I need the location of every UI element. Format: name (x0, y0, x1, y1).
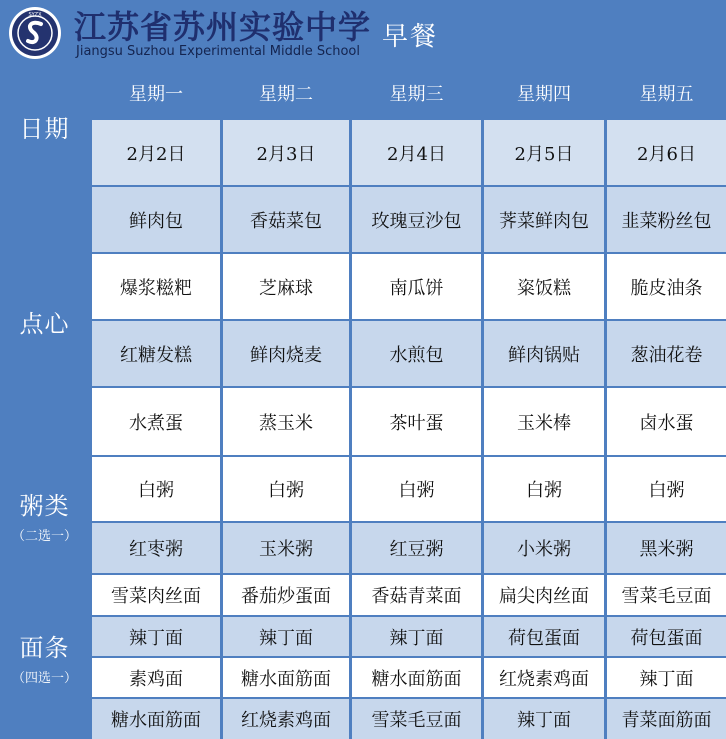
menu-item-cell: 玉米棒 (484, 388, 604, 455)
section-date-label (0, 68, 89, 185)
section-noodles-title: 面条 (19, 634, 70, 662)
menu-item-cell: 糖水面筋面 (92, 699, 220, 739)
menu-item-cell: 鲜肉包 (92, 187, 220, 252)
menu-item-cell: 葱油花卷 (607, 321, 726, 386)
menu-item-cell: 辣丁面 (92, 617, 220, 656)
menu-item-cell: 红烧素鸡面 (484, 658, 604, 697)
menu-item-cell: 番茄炒蛋面 (223, 575, 349, 615)
day-header: 星期三 (352, 68, 481, 117)
menu-item-cell: 红烧素鸡面 (223, 699, 349, 739)
menu-item-cell: 雪菜毛豆面 (352, 699, 481, 739)
school-name-english: Jiangsu Suzhou Experimental Middle School (76, 44, 360, 59)
menu-item-cell: 青菜面筋面 (607, 699, 726, 739)
menu-item-cell: 玉米粥 (223, 523, 349, 573)
menu-table (0, 66, 726, 739)
menu-item-cell: 小米粥 (484, 523, 604, 573)
school-logo-icon (8, 6, 62, 60)
date-cell: 2月2日 (92, 120, 220, 185)
day-header: 星期一 (92, 68, 220, 117)
menu-item-cell: 白粥 (92, 457, 220, 521)
menu-item-cell: 芝麻球 (223, 254, 349, 319)
section-dim-sum-title: 点心 (19, 309, 70, 338)
menu-item-cell: 糖水面筋面 (223, 658, 349, 697)
section-dim-sum-label (0, 187, 89, 455)
menu-item-cell: 白粥 (352, 457, 481, 521)
date-cell: 2月5日 (484, 120, 604, 185)
date-cell: 2月6日 (607, 120, 726, 185)
menu-item-cell: 红糖发糕 (92, 321, 220, 386)
section-congee-label (0, 457, 89, 573)
menu-item-cell: 水煮蛋 (92, 388, 220, 455)
day-header: 星期五 (607, 68, 726, 117)
menu-item-cell: 白粥 (607, 457, 726, 521)
menu-item-cell: 糖水面筋面 (352, 658, 481, 697)
date-cell: 2月4日 (352, 120, 481, 185)
menu-item-cell: 爆浆糍粑 (92, 254, 220, 319)
menu-item-cell: 粢饭糕 (484, 254, 604, 319)
menu-item-cell: 白粥 (484, 457, 604, 521)
menu-item-cell: 水煎包 (352, 321, 481, 386)
section-date-title: 日期 (19, 115, 70, 143)
menu-item-cell: 扁尖肉丝面 (484, 575, 604, 615)
menu-item-cell: 红豆粥 (352, 523, 481, 573)
menu-item-cell: 脆皮油条 (607, 254, 726, 319)
logo-text: SYZX (28, 12, 42, 18)
day-header: 星期四 (484, 68, 604, 117)
menu-item-cell: 雪菜肉丝面 (92, 575, 220, 615)
menu-item-cell: 黑米粥 (607, 523, 726, 573)
section-congee-note: （二选一） (11, 529, 77, 544)
menu-item-cell: 茶叶蛋 (352, 388, 481, 455)
section-noodles-note: （四选一） (11, 671, 77, 686)
menu-item-cell: 辣丁面 (352, 617, 481, 656)
menu-item-cell: 荠菜鲜肉包 (484, 187, 604, 252)
menu-item-cell: 辣丁面 (607, 658, 726, 697)
menu-item-cell: 香菇菜包 (223, 187, 349, 252)
menu-item-cell: 荷包蛋面 (607, 617, 726, 656)
menu-item-cell: 香菇青菜面 (352, 575, 481, 615)
menu-item-cell: 红枣粥 (92, 523, 220, 573)
menu-item-cell: 卤水蛋 (607, 388, 726, 455)
day-header: 星期二 (223, 68, 349, 117)
menu-item-cell: 白粥 (223, 457, 349, 521)
menu-item-cell: 玫瑰豆沙包 (352, 187, 481, 252)
menu-item-cell: 素鸡面 (92, 658, 220, 697)
date-cell: 2月3日 (223, 120, 349, 185)
menu-item-cell: 雪菜毛豆面 (607, 575, 726, 615)
school-name-chinese: 江苏省苏州实验中学 (74, 8, 372, 46)
menu-item-cell: 南瓜饼 (352, 254, 481, 319)
menu-item-cell: 蒸玉米 (223, 388, 349, 455)
section-congee-title: 粥类 (19, 492, 70, 520)
menu-item-cell: 荷包蛋面 (484, 617, 604, 656)
section-noodles-label (0, 575, 89, 739)
menu-item-cell: 鲜肉锅贴 (484, 321, 604, 386)
menu-item-cell: 鲜肉烧麦 (223, 321, 349, 386)
header-bar (0, 0, 726, 66)
menu-item-cell: 辣丁面 (484, 699, 604, 739)
menu-item-cell: 辣丁面 (223, 617, 349, 656)
menu-item-cell: 韭菜粉丝包 (607, 187, 726, 252)
meal-title: 早餐 (382, 22, 439, 52)
